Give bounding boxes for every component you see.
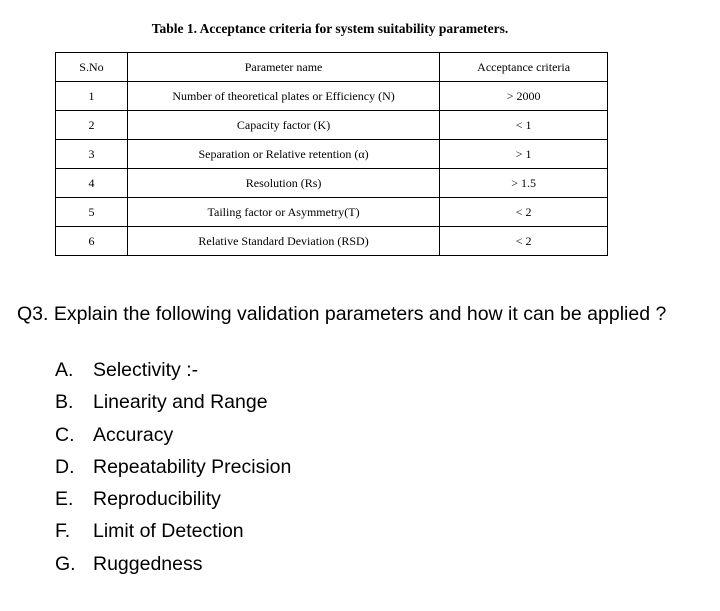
cell-parameter: Relative Standard Deviation (RSD)	[127, 227, 439, 256]
table-row	[56, 198, 608, 227]
list-item	[55, 356, 291, 388]
list-item	[55, 453, 291, 485]
list-item-letter: E.	[55, 488, 74, 511]
list-item-text: Selectivity :-	[93, 359, 199, 381]
list-item-letter: F.	[55, 520, 71, 543]
header-parameter-name: Parameter name	[127, 53, 439, 82]
cell-parameter: Separation or Relative retention (α)	[127, 140, 439, 169]
cell-sno: 3	[56, 140, 128, 169]
parameter-list	[55, 356, 291, 582]
list-item	[55, 388, 291, 420]
cell-parameter: Tailing factor or Asymmetry(T)	[127, 198, 439, 227]
cell-criteria: < 2	[440, 227, 608, 256]
cell-criteria: > 1.5	[440, 169, 608, 198]
list-item	[55, 550, 291, 582]
cell-sno: 2	[56, 111, 128, 140]
list-item-text: Accuracy	[93, 423, 174, 446]
table-row	[56, 111, 608, 140]
list-item-text: Repeatability Precision	[93, 455, 292, 478]
list-item-text: Ruggedness	[93, 552, 203, 575]
cell-sno: 1	[56, 82, 128, 111]
acceptance-criteria-table	[55, 52, 608, 256]
list-item-letter: C.	[55, 423, 75, 446]
list-item-letter: G.	[55, 552, 76, 575]
table-row	[56, 82, 608, 111]
table-row	[56, 140, 608, 169]
question-text: Q3. Explain the following validation parameters and how it can be applied ?	[17, 303, 667, 325]
table-row	[56, 227, 608, 256]
list-item	[55, 421, 291, 453]
cell-parameter: Number of theoretical plates or Efficiency (N)	[127, 82, 439, 111]
cell-parameter: Resolution (Rs)	[127, 169, 439, 198]
table-caption: Table 1. Acceptance criteria for system suitability parameters.	[151, 21, 509, 36]
header-sno: S.No	[56, 53, 128, 82]
table-header-row	[56, 53, 608, 82]
list-item-letter: D.	[55, 455, 75, 478]
list-item-text: Linearity and Range	[93, 391, 268, 414]
cell-sno: 6	[56, 227, 128, 256]
cell-parameter: Capacity factor (K)	[127, 111, 439, 140]
list-item	[55, 517, 291, 549]
list-item-letter: A.	[55, 359, 74, 381]
list-item	[55, 485, 291, 517]
cell-criteria: > 2000	[440, 82, 608, 111]
table-row	[56, 169, 608, 198]
list-item-text: Limit of Detection	[93, 520, 244, 543]
cell-sno: 4	[56, 169, 128, 198]
list-item-letter: B.	[55, 391, 74, 414]
cell-criteria: > 1	[440, 140, 608, 169]
cell-criteria: < 1	[440, 111, 608, 140]
list-item-text: Reproducibility	[93, 488, 221, 511]
cell-criteria: < 2	[440, 198, 608, 227]
cell-sno: 5	[56, 198, 128, 227]
header-acceptance-criteria: Acceptance criteria	[440, 53, 608, 82]
